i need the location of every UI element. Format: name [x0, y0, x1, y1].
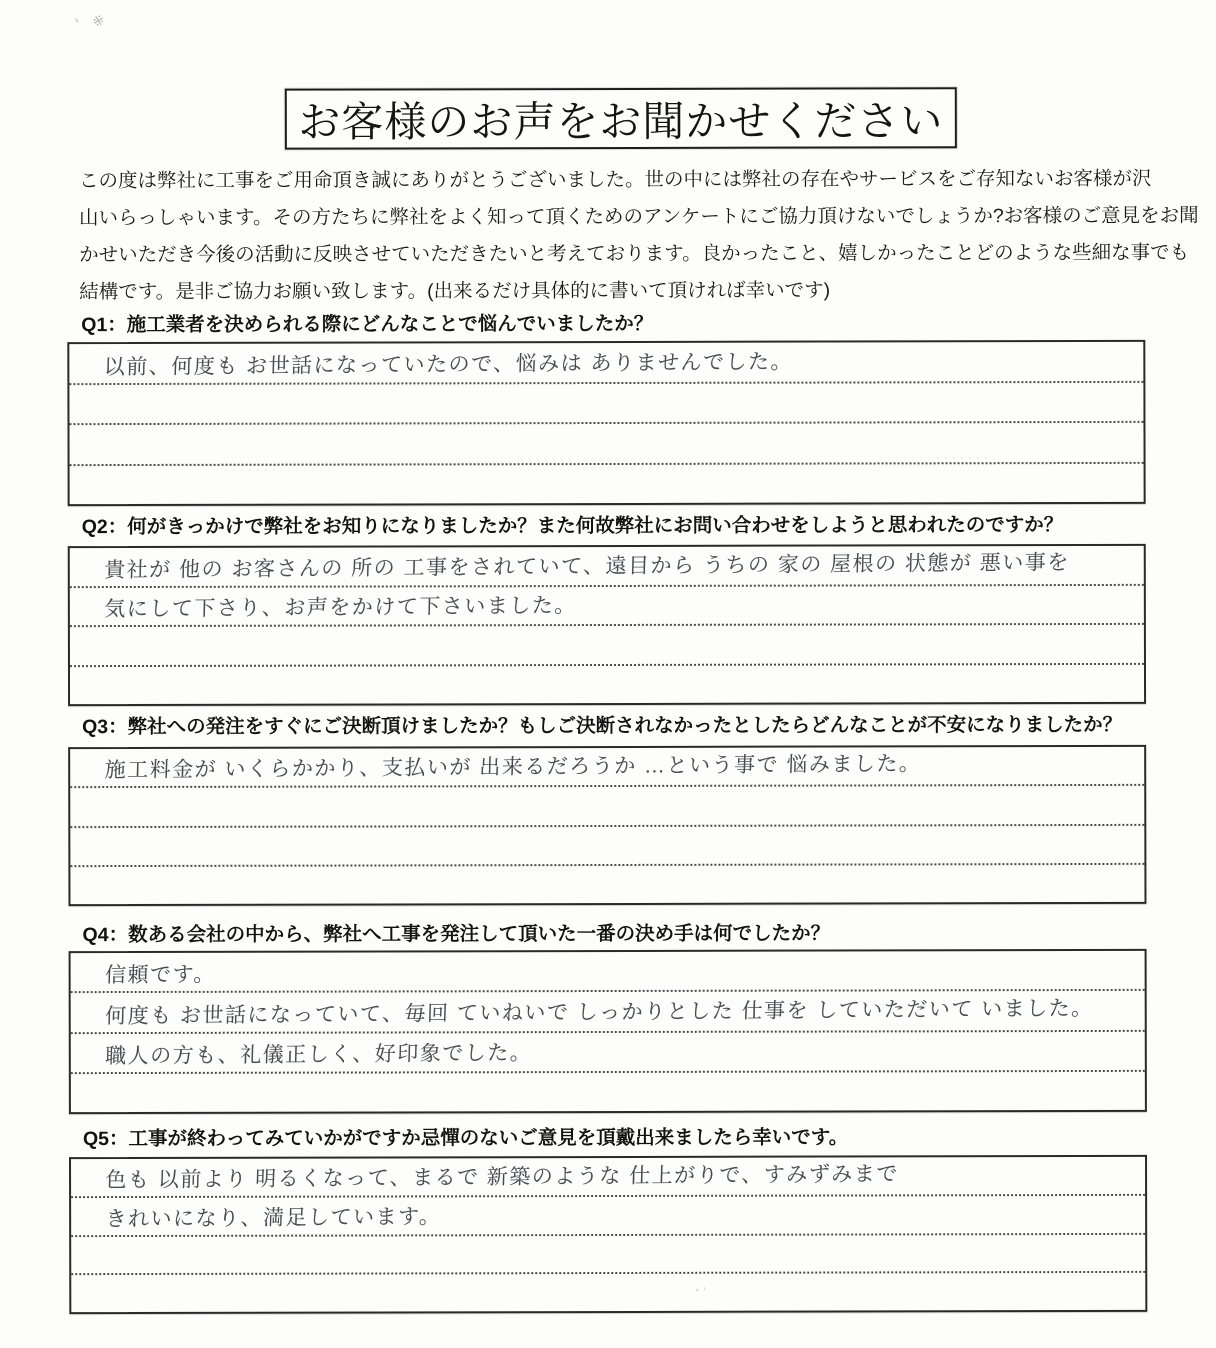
- handwritten-answer: 施工料金が いくらかかり、支払いが 出来るだろうか …という事で 悩みました。: [104, 752, 922, 783]
- answer-row: [71, 991, 1145, 1033]
- answer-row: [69, 382, 1143, 425]
- answer-row: [71, 1273, 1145, 1312]
- intro-line-2: 山いらっしゃいます。その方たちに弊社をよく知って頂くためのアンケートにご協力頂けないでしょうか?お客様のご意見をお聞: [79, 204, 1199, 230]
- answer-row: [71, 1234, 1145, 1275]
- question-5-answer-box: [69, 1155, 1147, 1314]
- intro-paragraph: [78, 161, 1199, 311]
- answer-row: [70, 786, 1144, 827]
- answer-row: [70, 463, 1144, 504]
- handwritten-answer: 何度も お世話になっていて、毎回 ていねいで しっかりとした 仕事を していただいて いました。: [104, 996, 1095, 1028]
- scan-artifact-mark: 、※: [73, 7, 110, 31]
- intro-line-4: 結構です。是非ご協力お願い致します。(出来るだけ具体的に書いて頂ければ幸いです): [79, 279, 831, 304]
- question-2-label: Q2：何がきっかけで弊社をお知りになりましたか？また何故弊社にお問い合わせをしようと思われたのですか？: [81, 514, 1064, 539]
- answer-row: [71, 1072, 1145, 1112]
- answer-row: [70, 585, 1144, 627]
- intro-line-3: かせいただき今後の活動に反映させていただきたいと考えております。良かったこと、嬉しかったことどのような些細な事でも: [79, 241, 1190, 267]
- handwritten-answer: きれいになり、満足しています。: [105, 1204, 442, 1231]
- question-3-answer-box: [68, 745, 1146, 906]
- handwritten-answer: 以前、何度も お世話になっていたので、悩みは ありませんでした。: [103, 349, 794, 379]
- answer-row: [69, 342, 1143, 385]
- handwritten-answer: 貴社が 他の お客さんの 所の 工事をされていて、遠目から うちの 家の 屋根の 状態が 悪い事を: [103, 550, 1071, 582]
- answer-row: [70, 747, 1144, 788]
- answer-row: [70, 664, 1144, 704]
- handwritten-answer: 信頼です。: [104, 963, 217, 988]
- answer-row: [70, 625, 1144, 667]
- question-3-label: Q3：弊社への発注をすぐにご決断頂けましたか？もしご決断されなかったとしたらどんなことが不安になりましたか？: [82, 713, 1123, 739]
- handwritten-answer: 気にして下さり、お声をかけて下さいました。: [103, 594, 578, 622]
- answer-row: [70, 546, 1144, 588]
- question-1-answer-box: [67, 340, 1145, 506]
- question-1-label: Q1：施工業者を決められる際にどんなことで悩んでいましたか？: [81, 312, 654, 337]
- intro-line-1: この度は弊社に工事をご用命頂き誠にありがとうございました。世の中には弊社の存在やサービスをご存知ないお客様が沢: [78, 167, 1152, 193]
- question-4-label: Q4：数ある会社の中から、弊社へ工事を発注して頂いた一番の決め手は何でしたか？: [82, 922, 831, 947]
- handwritten-answer: 職人の方も、礼儀正しく、好印象でした。: [104, 1041, 533, 1068]
- answer-row: [69, 423, 1143, 466]
- answer-row: [71, 1196, 1145, 1237]
- question-5-label: Q5：工事が終わってみていかがですか忌憚のないご意見を頂戴出来ましたら幸いです。: [82, 1126, 849, 1151]
- question-2-answer-box: [68, 544, 1146, 706]
- form-title: お客様のお声をお聞かせください: [298, 96, 944, 146]
- answer-row: [71, 1157, 1145, 1198]
- answer-row: [70, 865, 1144, 904]
- answer-row: [71, 951, 1145, 993]
- handwritten-answer: 色も 以前より 明るくなって、まるで 新築のような 仕上がりで、すみずみまで: [105, 1162, 900, 1192]
- scan-smudge-mark: ・': [690, 1282, 707, 1299]
- question-4-answer-box: [69, 949, 1147, 1114]
- form-title-box: [285, 87, 957, 149]
- answer-row: [71, 1031, 1145, 1073]
- answer-row: [70, 825, 1144, 866]
